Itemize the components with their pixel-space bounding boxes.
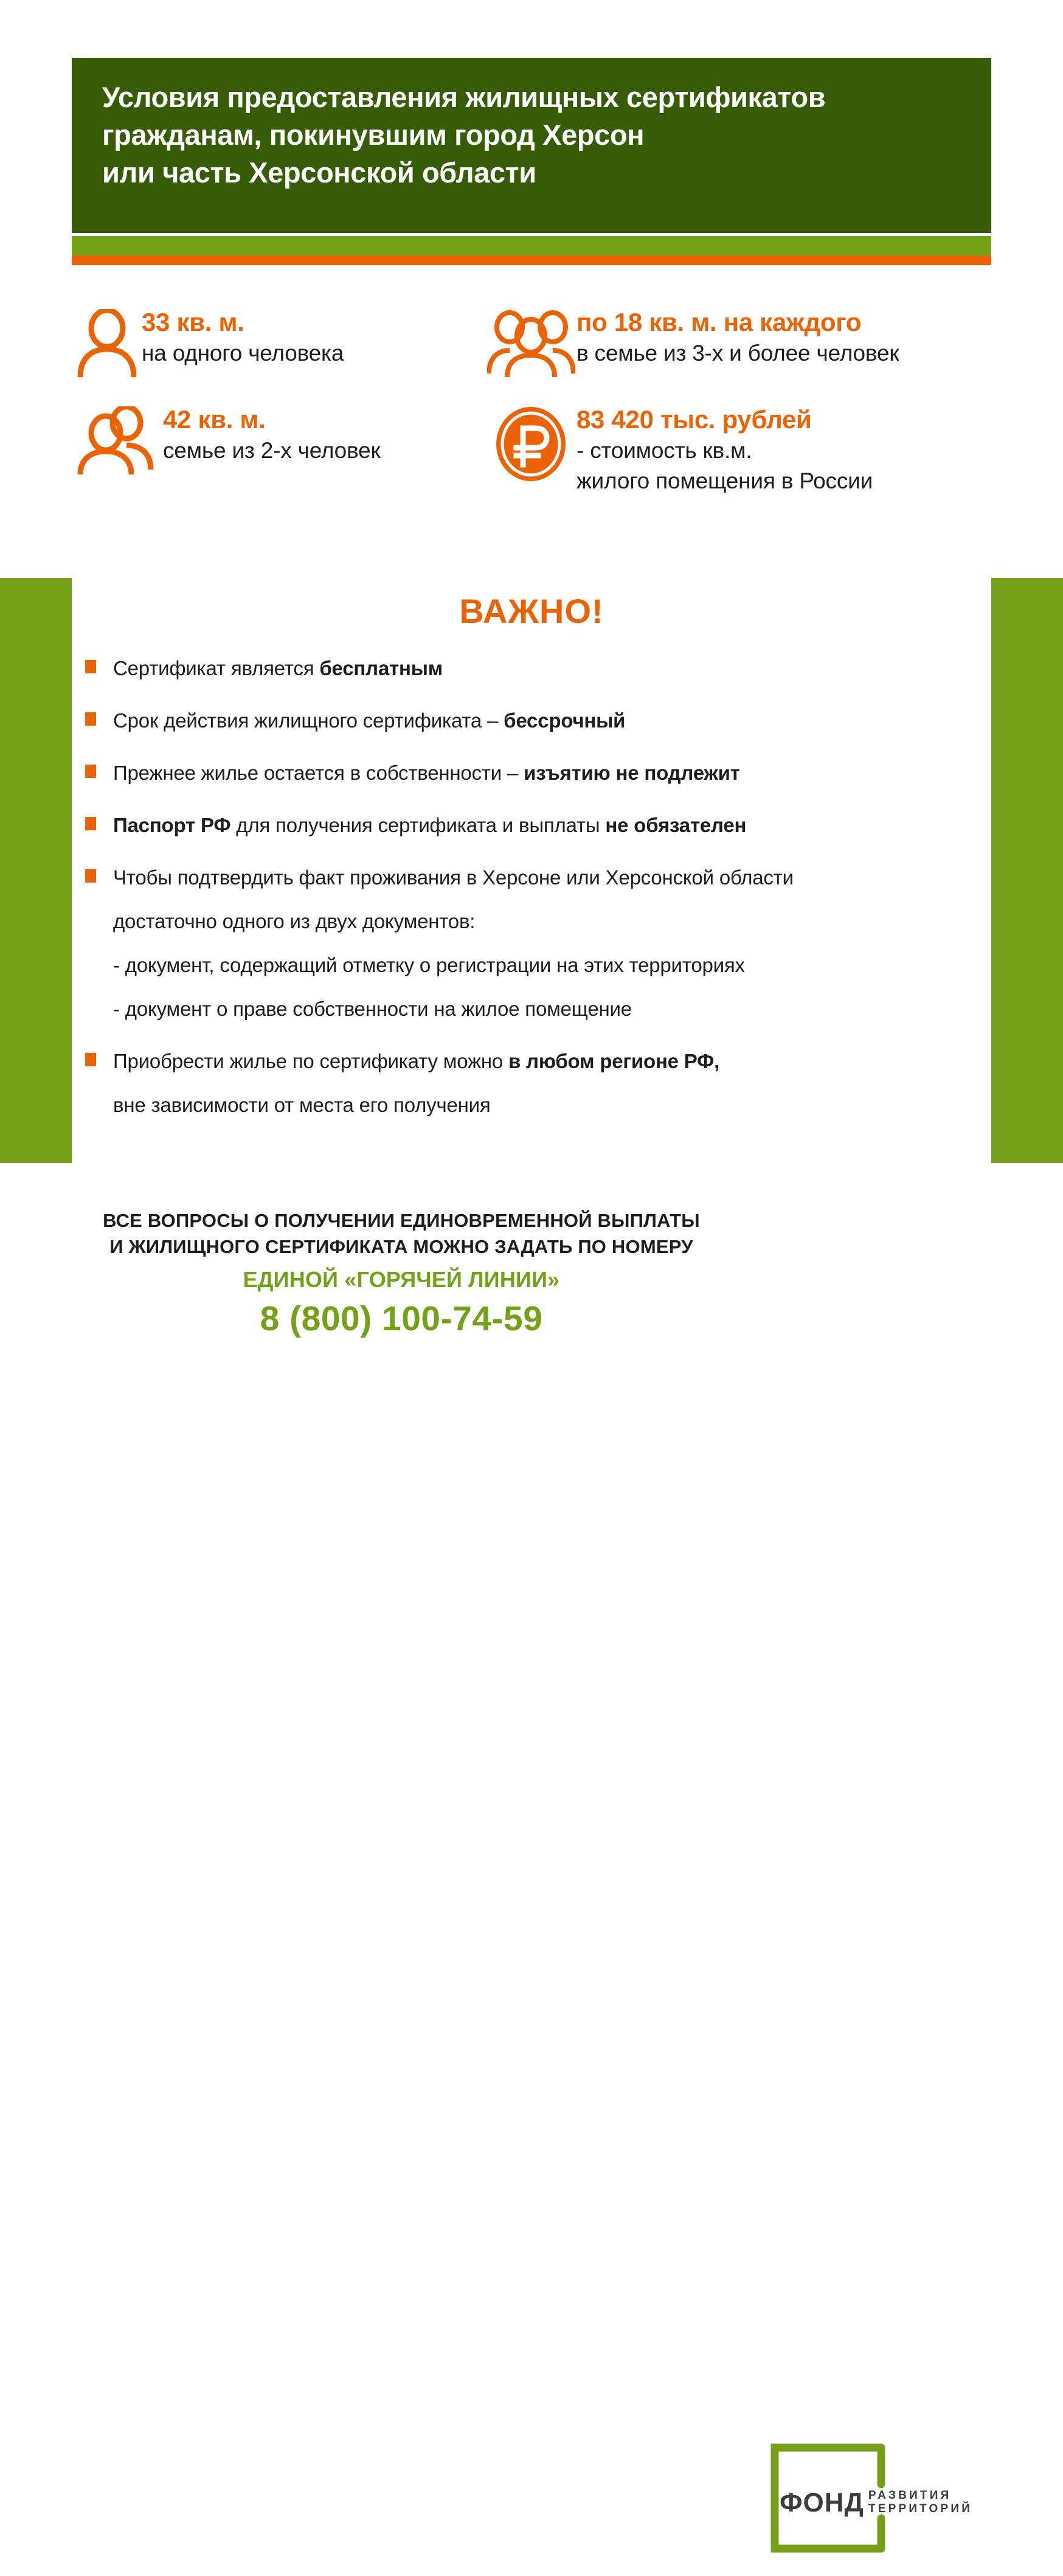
bullet-square-icon (85, 712, 96, 726)
stat-item-42sqm (72, 401, 485, 496)
bullet-square-icon (85, 817, 96, 830)
stat-label: в семье из 3-х и более человек (577, 341, 899, 366)
list-item-subline: - документ о праве собственности на жилое помещение (113, 998, 632, 1020)
stat-text-price (577, 401, 873, 496)
stat-label-2: жилого помещения в России (577, 468, 873, 493)
list-item-body (113, 703, 985, 738)
logo-wordmark (780, 2488, 973, 2518)
text-part-bold: бесплатным (319, 657, 443, 679)
text-part: Прежнее жилье остается в собственности – (113, 762, 524, 784)
list-item-text (113, 808, 985, 843)
three-people-icon (485, 304, 577, 385)
stat-label: на одного человека (142, 341, 344, 366)
text-part: Сертификат является (113, 657, 320, 679)
text-part-bold: изъятию не подлежит (524, 762, 740, 784)
stat-text-18sqm (577, 304, 899, 369)
stat-item-33sqm (72, 304, 485, 385)
logo-sub-line-2: ТЕРРИТОРИЙ (868, 2502, 973, 2515)
stat-value: 83 420 тыс. рублей (577, 405, 812, 434)
logo-name: ФОНД (780, 2488, 864, 2518)
list-item-subline: - документ, содержащий отметку о регистрации на этих территориях (113, 954, 745, 976)
stat-value: 33 кв. м. (142, 308, 244, 336)
list-item (85, 703, 985, 738)
stats-row-2 (72, 401, 991, 496)
list-item-body (113, 651, 985, 686)
two-people-icon (72, 401, 163, 482)
footer-question-line-1: ВСЕ ВОПРОСЫ О ПОЛУЧЕНИИ ЕДИНОВРЕМЕННОЙ ВЫПЛАТЫ (103, 1210, 700, 1231)
right-green-sidebar (991, 578, 1063, 1163)
ruble-coin-icon (485, 401, 577, 482)
green-accent-band (72, 236, 991, 255)
fund-logo (767, 2421, 973, 2573)
text-part-bold: Паспорт РФ (113, 814, 231, 836)
list-item-text (113, 755, 985, 791)
header-line-3: или часть Херсонской области (102, 156, 536, 189)
text-part: для получения сертификата и выплаты (230, 814, 606, 836)
footer-phone-number[interactable]: 8 (800) 100-74-59 (260, 1299, 543, 1338)
text-part: Срок действия жилищного сертификата – (113, 709, 504, 732)
poster-header (72, 58, 991, 233)
orange-accent-band (72, 255, 991, 265)
stat-item-price (485, 401, 990, 496)
bullet-square-icon (85, 660, 96, 673)
poster-footer (0, 1207, 1063, 2518)
left-green-sidebar (0, 578, 72, 1163)
list-item-body (113, 1044, 985, 1123)
list-item (85, 1044, 985, 1123)
list-item-text (113, 651, 985, 686)
text-part: Приобрести жилье по сертификату можно (113, 1050, 508, 1072)
stat-value: по 18 кв. м. на каждого (577, 308, 862, 336)
stats-grid (72, 304, 991, 496)
stat-label: - стоимость кв.м. (577, 438, 752, 463)
bullet-square-icon (85, 765, 96, 778)
stats-row-1 (72, 304, 991, 385)
header-line-2: гражданам, покинувшим город Херсон (102, 119, 645, 151)
list-item (85, 860, 985, 1027)
important-bullet-list (85, 651, 985, 1140)
list-item-subline: достаточно одного из двух документов: (113, 910, 476, 932)
logo-sub-line-1: РАЗВИТИЯ (868, 2489, 952, 2502)
stat-text-42sqm (163, 401, 380, 466)
footer-question-line-2: И ЖИЛИЩНОГО СЕРТИФИКАТА МОЖНО ЗАДАТЬ ПО НОМЕРУ (109, 1236, 693, 1257)
footer-contact-block (73, 1207, 730, 1340)
text-part-bold: бессрочный (504, 709, 626, 732)
bullet-square-icon (85, 1053, 96, 1066)
stat-item-18sqm (485, 304, 990, 385)
list-item-text (113, 703, 985, 738)
stat-label: семье из 2-х человек (163, 438, 381, 463)
list-item (85, 755, 985, 791)
list-item-body (113, 755, 985, 791)
footer-hotline-label: ЕДИНОЙ «ГОРЯЧЕЙ ЛИНИИ» (243, 1267, 560, 1292)
list-item-body (113, 808, 985, 843)
text-part: Чтобы подтвердить факт проживания в Херсоне или Херсонской области (113, 866, 794, 889)
logo-subtitle (868, 2489, 972, 2516)
header-line-1: Условия предоставления жилищных сертификатов (102, 81, 826, 113)
list-item-subline: вне зависимости от места его получения (113, 1094, 491, 1116)
list-item-text (113, 860, 985, 895)
bullet-square-icon (85, 869, 96, 883)
list-item (85, 808, 985, 843)
stat-text-33sqm (142, 304, 344, 369)
text-part-bold: в любом регионе РФ, (508, 1050, 720, 1072)
important-heading: ВАЖНО! (459, 592, 604, 630)
single-person-icon (72, 304, 142, 385)
list-item-body (113, 860, 985, 1027)
stat-value: 42 кв. м. (163, 405, 266, 434)
list-item (85, 651, 985, 686)
list-item-text (113, 1044, 985, 1079)
text-part-bold-2: не обязателен (605, 814, 747, 836)
